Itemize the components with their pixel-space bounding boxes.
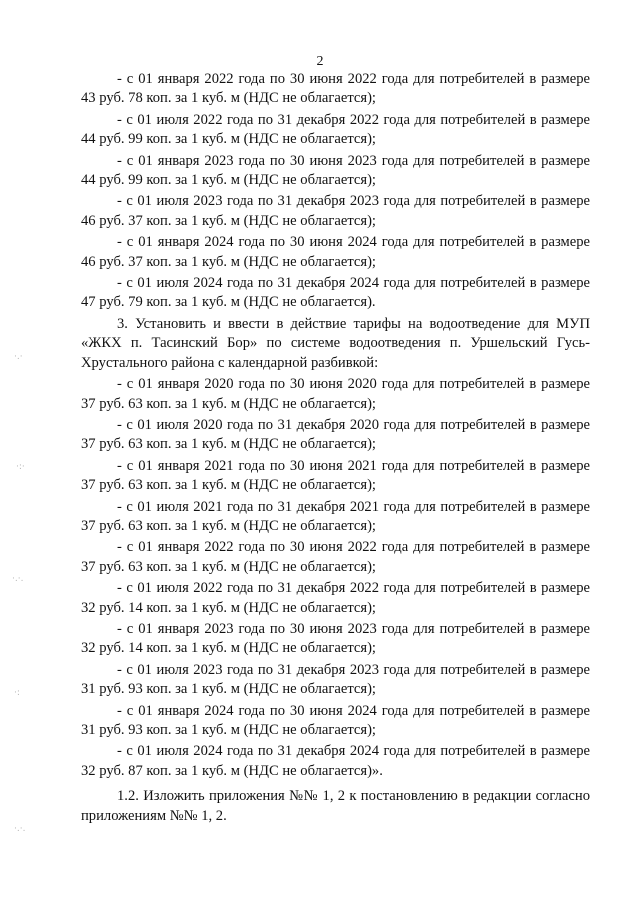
tariff-amount: 31 руб. 93 коп. за 1 куб. м (НДС не облагается); xyxy=(81,722,376,738)
scan-speck: ·: xyxy=(14,688,20,698)
tariff-item xyxy=(81,111,590,150)
tariff-item xyxy=(81,192,590,231)
tariff-item xyxy=(81,233,590,272)
tariff-item xyxy=(81,457,590,496)
tariff-amount: 44 руб. 99 коп. за 1 куб. м (НДС не облагается); xyxy=(81,172,376,189)
tariff-list-wastewater xyxy=(81,375,590,781)
scan-speck: ·.· xyxy=(14,352,23,362)
tariff-item xyxy=(81,742,590,781)
tariff-period: - с 01 июля 2024 года по 31 декабря 2024 года для потребителей в размере xyxy=(117,743,590,760)
tariff-item xyxy=(81,620,590,659)
tariff-amount: 44 руб. 99 коп. за 1 куб. м (НДС не облагается); xyxy=(81,131,376,148)
tariff-amount: 32 руб. 14 коп. за 1 куб. м (НДС не облагается); xyxy=(81,599,376,616)
tariff-amount: 37 руб. 63 коп. за 1 куб. м (НДС не облагается); xyxy=(81,436,376,453)
tariff-period: - с 01 июля 2020 года по 31 декабря 2020 года для потребителей в размере xyxy=(117,416,590,433)
tariff-period: - с 01 января 2024 года по 30 июня 2024 года для потребителей в размере xyxy=(117,234,590,251)
tariff-item xyxy=(81,375,590,414)
tariff-period: - с 01 января 2022 года по 30 июня 2022 года для потребителей в размере xyxy=(117,539,590,556)
tariff-amount: 32 руб. 87 коп. за 1 куб. м (НДС не облагается)». xyxy=(81,762,383,779)
tariff-item xyxy=(81,702,590,741)
tariff-period: - с 01 июля 2023 года по 31 декабря 2023 года для потребителей в размере xyxy=(117,661,590,678)
tariff-item xyxy=(81,70,590,109)
tariff-period: - с 01 января 2024 года по 30 июня 2024 года для потребителей в размере xyxy=(117,702,590,719)
tariff-period: - с 01 июля 2022 года по 31 декабря 2022 года для потребителей в размере xyxy=(117,580,590,597)
tariff-item xyxy=(81,152,590,191)
tariff-period: - с 01 июля 2021 года по 31 декабря 2021 года для потребителей в размере xyxy=(117,498,590,515)
tariff-item xyxy=(81,661,590,700)
tariff-period: - с 01 января 2022 года по 30 июня 2022 года для потребителей в размере xyxy=(117,71,590,87)
tariff-period: - с 01 января 2023 года по 30 июня 2023 года для потребителей в размере xyxy=(117,152,590,169)
tariff-period: - с 01 июля 2024 года по 31 декабря 2024 года для потребителей в размере xyxy=(117,275,590,292)
final-paragraph: 1.2. Изложить приложения №№ 1, 2 к постановлению в редакции согласно приложениям №№ 1, 2. xyxy=(81,788,590,824)
tariff-amount: 37 руб. 63 коп. за 1 куб. м (НДС не облагается); xyxy=(81,477,376,494)
tariff-period: - с 01 января 2020 года по 30 июня 2020 года для потребителей в размере xyxy=(117,376,590,393)
scan-speck: ·:· xyxy=(16,462,25,472)
tariff-item xyxy=(81,416,590,455)
tariff-period: - с 01 июля 2022 года по 31 декабря 2022 года для потребителей в размере xyxy=(117,111,590,128)
tariff-amount: 46 руб. 37 коп. за 1 куб. м (НДС не облагается); xyxy=(81,253,376,270)
tariff-period: - с 01 января 2021 года по 30 июня 2021 года для потребителей в размере xyxy=(117,457,590,474)
tariff-amount: 37 руб. 63 коп. за 1 куб. м (НДС не облагается); xyxy=(81,395,376,412)
tariff-list-water-supply xyxy=(81,70,590,313)
tariff-amount: 37 руб. 63 коп. за 1 куб. м (НДС не облагается); xyxy=(81,558,376,575)
tariff-amount: 46 руб. 37 коп. за 1 куб. м (НДС не облагается); xyxy=(81,212,376,229)
tariff-amount: 37 руб. 63 коп. за 1 куб. м (НДС не облагается); xyxy=(81,517,376,534)
tariff-period: - с 01 января 2023 года по 30 июня 2023 года для потребителей в размере xyxy=(117,620,590,637)
document-body xyxy=(81,70,590,826)
tariff-amount: 47 руб. 79 коп. за 1 куб. м (НДС не облагается). xyxy=(81,294,376,311)
tariff-item xyxy=(81,579,590,618)
page-number: 2 xyxy=(316,54,324,69)
tariff-amount: 43 руб. 78 коп. за 1 куб. м (НДС не облагается); xyxy=(81,90,376,107)
tariff-item xyxy=(81,498,590,537)
tariff-amount: 32 руб. 14 коп. за 1 куб. м (НДС не облагается); xyxy=(81,640,376,657)
tariff-item xyxy=(81,274,590,313)
scan-speck: ·.·. xyxy=(14,824,26,834)
tariff-item xyxy=(81,538,590,577)
section-3-paragraph: 3. Установить и ввести в действие тарифы на водоотведение для МУП «ЖКХ п. Тасинский Бор» по системе водоотведения п. Уршельский Гусь-Хрустального района с календарной разбивкой: xyxy=(81,315,590,371)
tariff-period: - с 01 июля 2023 года по 31 декабря 2023 года для потребителей в размере xyxy=(117,193,590,210)
scan-speck: ·.·. xyxy=(12,574,24,584)
tariff-amount: 31 руб. 93 коп. за 1 куб. м (НДС не облагается); xyxy=(81,681,376,698)
